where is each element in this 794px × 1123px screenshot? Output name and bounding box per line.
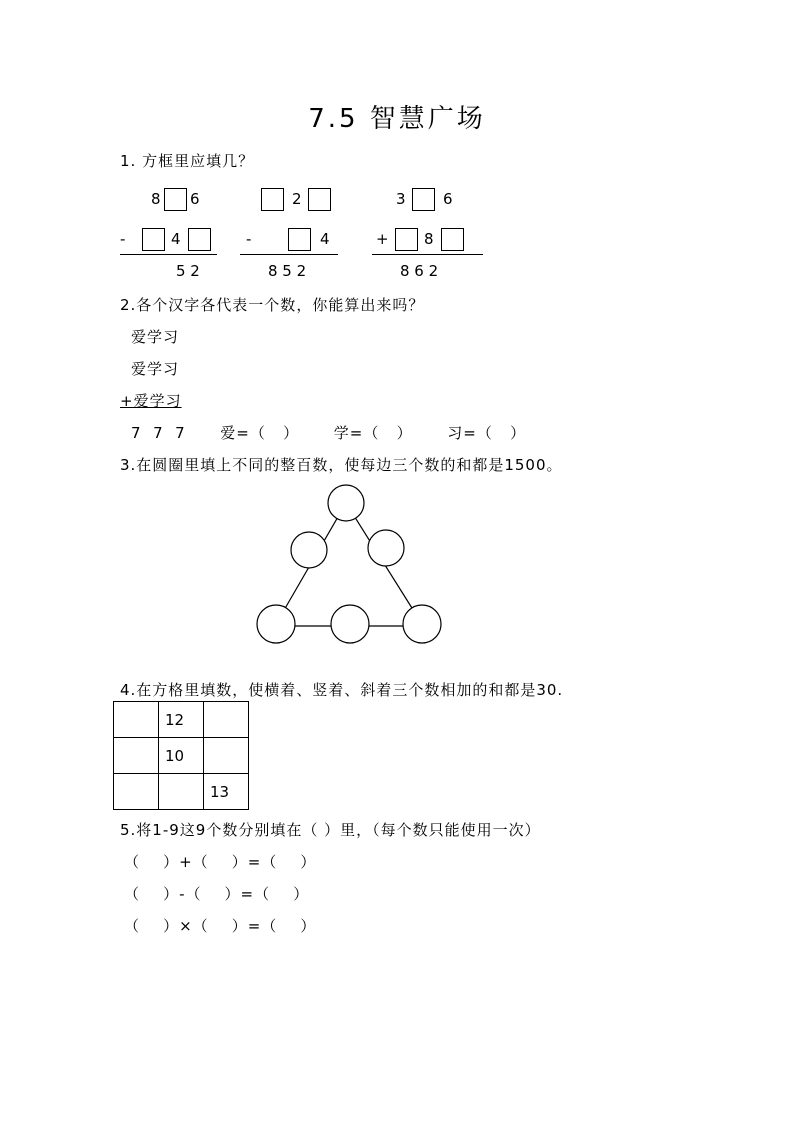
grid-row xyxy=(114,738,249,774)
q5-row-addition[interactable]: （ ）+（ ）=（ ） xyxy=(124,853,317,871)
circle-bottom-middle[interactable] xyxy=(331,605,369,643)
q1-p3-operator: + xyxy=(376,230,389,248)
question-5-text: 5.将1-9这9个数分别填在（ ）里，（每个数只能使用一次） xyxy=(120,821,541,839)
q5-row-multiplication[interactable]: （ ）×（ ）=（ ） xyxy=(124,917,317,935)
page-title: 7.5 智慧广场 xyxy=(308,104,486,134)
grid-cell[interactable] xyxy=(204,738,249,774)
grid-cell[interactable] xyxy=(159,774,204,810)
q5-row-subtraction[interactable]: （ ）-（ ）=（ ） xyxy=(124,885,310,903)
q1-p3-digit-6: 6 xyxy=(443,190,453,208)
grid-cell[interactable] xyxy=(114,774,159,810)
grid-cell: 13 xyxy=(204,774,249,810)
q1-p2-digit-2: 2 xyxy=(292,190,302,208)
q1-p1-digit-8: 8 xyxy=(151,190,161,208)
question-3-text: 3.在圆圈里填上不同的整百数，使每边三个数的和都是1500。 xyxy=(120,456,563,474)
grid-cell: 10 xyxy=(159,738,204,774)
circle-right-middle[interactable] xyxy=(368,530,404,566)
q2-line-3: +爱学习 xyxy=(120,392,182,410)
q1-p2-result: 8 5 2 xyxy=(268,262,307,280)
q1-p3-digit-8: 8 xyxy=(424,230,434,248)
circle-bottom-right[interactable] xyxy=(403,605,441,643)
q1-p1-digit-4: 4 xyxy=(171,230,181,248)
q1-p1-operator: - xyxy=(120,230,126,248)
question-2-text: 2.各个汉字各代表一个数，你能算出来吗？ xyxy=(120,296,425,314)
q2-answer-row[interactable]: 7 7 7 爱=（ ） 学=（ ） 习=（ ） xyxy=(131,424,527,442)
q1-p1-digit-6: 6 xyxy=(190,190,200,208)
magic-square-grid xyxy=(113,701,249,810)
q2-line-1: 爱学习 xyxy=(131,328,180,346)
circle-bottom-left[interactable] xyxy=(257,605,295,643)
q2-line-2: 爱学习 xyxy=(131,360,180,378)
question-1-text: 1. 方框里应填几？ xyxy=(120,152,255,170)
circle-left-middle[interactable] xyxy=(291,532,327,568)
circle-top[interactable] xyxy=(328,485,364,521)
grid-cell[interactable] xyxy=(204,702,249,738)
question-4-text: 4.在方格里填数，使横着、竖着、斜着三个数相加的和都是30. xyxy=(120,681,564,699)
q1-p2-operator: - xyxy=(246,230,252,248)
grid-row xyxy=(114,702,249,738)
grid-row xyxy=(114,774,249,810)
q1-p2-digit-4: 4 xyxy=(320,230,330,248)
grid-cell[interactable] xyxy=(114,702,159,738)
q1-p3-digit-3: 3 xyxy=(396,190,406,208)
q1-p3-result: 8 6 2 xyxy=(400,262,439,280)
grid-cell: 12 xyxy=(159,702,204,738)
q1-p1-result: 5 2 xyxy=(176,262,200,280)
grid-cell[interactable] xyxy=(114,738,159,774)
